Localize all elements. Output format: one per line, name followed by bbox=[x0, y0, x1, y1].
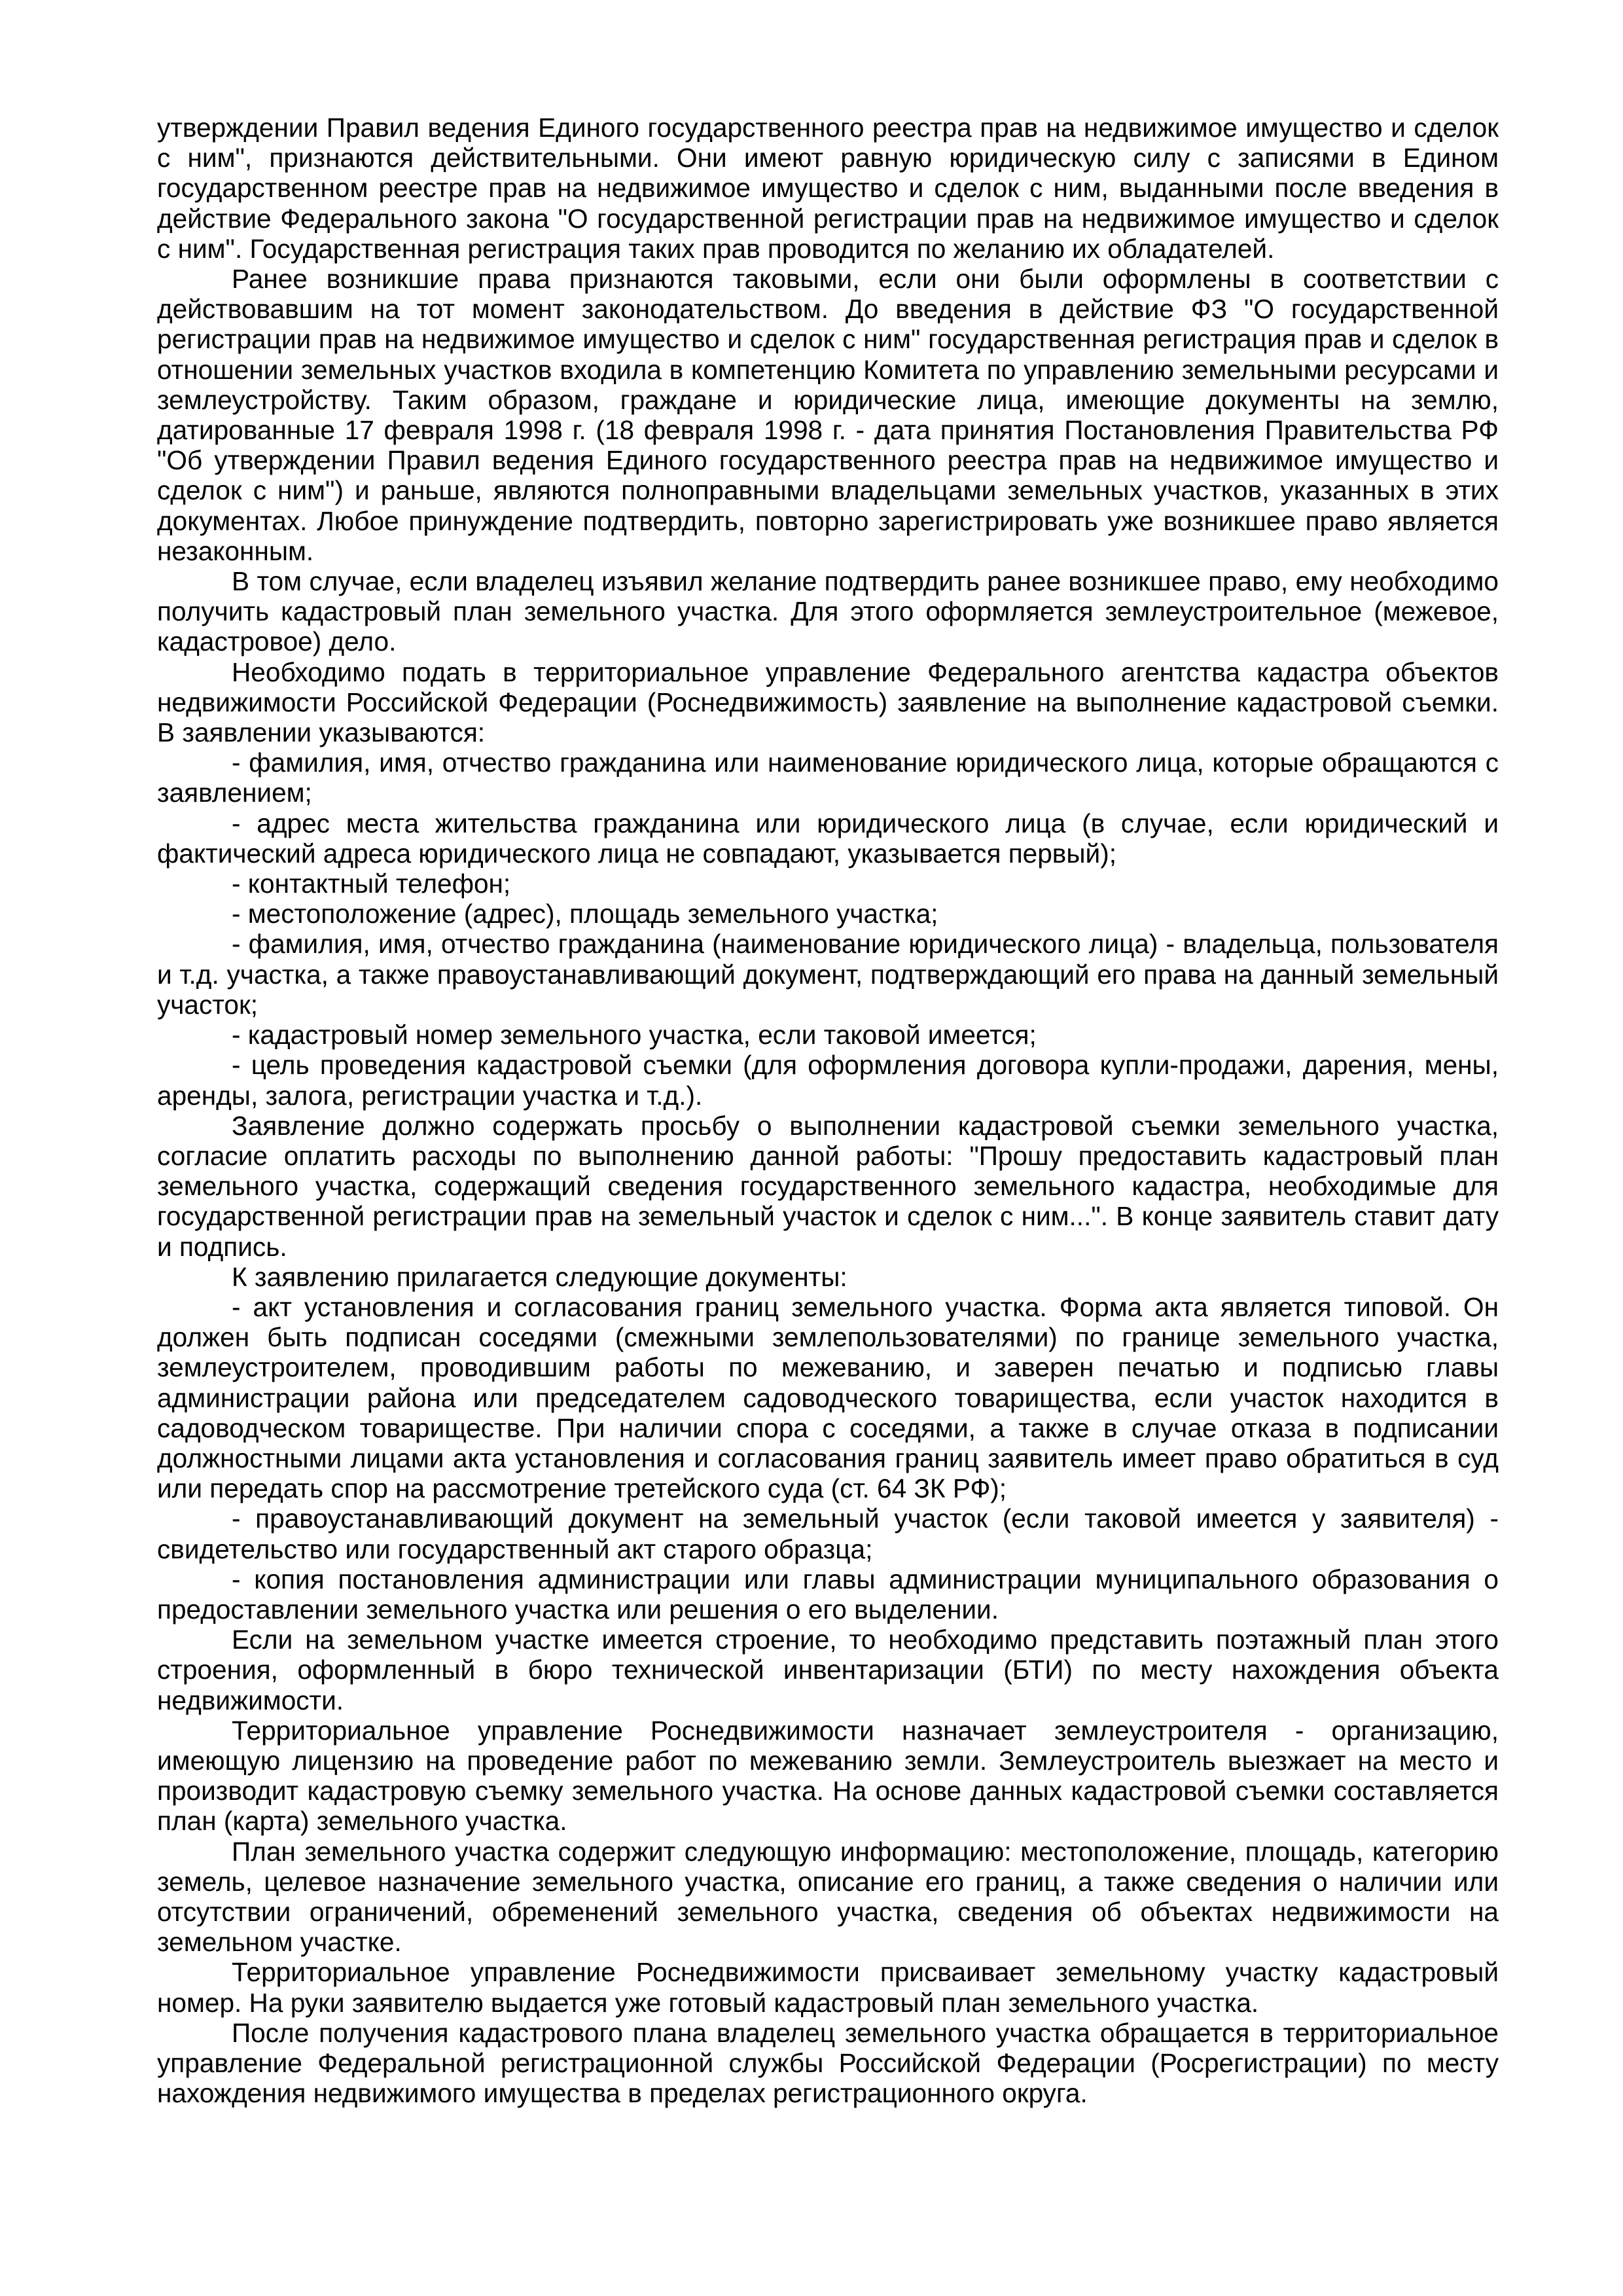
list-item-survey-purpose: - цель проведения кадастровой съемки (для оформления договора купли-продажи, дарения, мены, аренды, залога, регистрации участка и т.д.). bbox=[157, 1050, 1499, 1111]
paragraph-surveyor-assignment: Территориальное управление Роснедвижимости назначает землеустроителя - организацию, имеющую лицензию на проведение работ по межеванию земли. Землеустроитель выезжает на место и производит кадастровую съемку земельного участка. На основе данных кадастровой съемки составляется план (карта) земельного участка. bbox=[157, 1715, 1499, 1837]
list-item-boundary-act: - акт установления и согласования границ земельного участка. Форма акта является типовой. Он должен быть подписан соседями (смежными землепользователями) по границе земельного участка, землеустроителем, проводившим работы по межеванию, и заверен печатью и подписью главы администрации района или председателем садоводческого товарищества, если участок находится в садоводческом товариществе. При наличии спора с соседями, а также в случае отказа в подписании должностными лицами акта установления и согласования границ заявитель имеет право обратиться в суд или передать спор на рассмотрение третейского суда (ст. 64 ЗК РФ); bbox=[157, 1291, 1499, 1504]
list-item-cadastral-number: - кадастровый номер земельного участка, если таковой имеется; bbox=[232, 1020, 1037, 1050]
document-body bbox=[157, 113, 1499, 2108]
paragraph-after-plan: После получения кадастрового плана владелец земельного участка обращается в территориальное управление Федеральной регистрационной службы Российской Федерации (Росрегистрации) по месту нахождения недвижимого имущества в пределах регистрационного округа. bbox=[157, 2017, 1499, 2109]
list-item-applicant-address: - адрес места жительства гражданина или юридического лица (в случае, если юридический и фактический адреса юридического лица не совпадают, указывается первый); bbox=[157, 808, 1499, 869]
paragraph-cadastral-number-assignment: Территориальное управление Роснедвижимости присваивает земельному участку кадастровый номер. На руки заявителю выдается уже готовый кадастровый план земельного участка. bbox=[157, 1957, 1499, 2018]
paragraph-prior-rights: Ранее возникшие права признаются таковыми, если они были оформлены в соответствии с действовавшим на тот момент законодательством. До введения в действие ФЗ "О государственной регистрации прав на недвижимое имущество и сделок с ним" государственная регистрация прав и сделок в отношении земельных участков входила в компетенцию Комитета по управлению земельными ресурсами и землеустройству. Таким образом, граждане и юридические лица, имеющие документы на землю, датированные 17 февраля 1998 г. (18 февраля 1998 г. - дата принятия Постановления Правительства РФ "Об утверждении Правил ведения Единого государственного реестра прав на недвижимое имущество и сделок с ним") и раньше, являются полноправными владельцами земельных участков, указанных в этих документах. Любое принуждение подтвердить, повторно зарегистрировать уже возникшее право является незаконным. bbox=[157, 264, 1499, 566]
list-item-title-document: - правоустанавливающий документ на земельный участок (если таковой имеется у заявителя) - свидетельство или государственный акт старого образца; bbox=[157, 1503, 1499, 1564]
list-item-administration-decree: - копия постановления администрации или главы администрации муниципального образования о предоставлении земельного участка или решения о его выделении. bbox=[157, 1564, 1499, 1624]
paragraph-application-submission: Необходимо подать в территориальное управление Федерального агентства кадастра объектов недвижимости Российской Федерации (Роснедвижимость) заявление на выполнение кадастровой съемки. В заявлении указываются: bbox=[157, 656, 1499, 748]
list-item-location-area: - местоположение (адрес), площадь земельного участка; bbox=[232, 899, 938, 929]
list-item-phone: - контактный телефон; bbox=[232, 869, 511, 899]
list-item-applicant-name: - фамилия, имя, отчество гражданина или наименование юридического лица, которые обращаются с заявлением; bbox=[157, 747, 1499, 808]
list-item-owner-document: - фамилия, имя, отчество гражданина (наименование юридического лица) - владельца, пользователя и т.д. участка, а также правоустанавливающий документ, подтверждающий его права на данный земельный участок; bbox=[157, 929, 1499, 1020]
paragraph-attached-documents: К заявлению прилагается следующие документы: bbox=[232, 1261, 847, 1292]
paragraph-cadastral-plan-need: В том случае, если владелец изъявил желание подтвердить ранее возникшее право, ему необходимо получить кадастровый план земельного участка. Для этого оформляется землеустроительное (межевое, кадастровое) дело. bbox=[157, 566, 1499, 657]
paragraph-building-plan: Если на земельном участке имеется строение, то необходимо представить поэтажный план этого строения, оформленный в бюро технической инвентаризации (БТИ) по месту нахождения объекта недвижимости. bbox=[157, 1624, 1499, 1715]
paragraph-registration-validity: утверждении Правил ведения Единого государственного реестра прав на недвижимое имущество и сделок с ним", признаются действительными. Они имеют равную юридическую силу с записями в Едином государственном реестре прав на недвижимое имущество и сделок с ним, выданными после введения в действие Федерального закона "О государственной регистрации прав на недвижимое имущество и сделок с ним". Государственная регистрация таких прав проводится по желанию их обладателей. bbox=[157, 113, 1499, 264]
paragraph-application-request: Заявление должно содержать просьбу о выполнении кадастровой съемки земельного участка, согласие оплатить расходы по выполнению данной работы: "Прошу предоставить кадастровый план земельного участка, содержащий сведения государственного земельного кадастра, необходимые для государственной регистрации прав на земельный участок и сделок с ним...". В конце заявитель ставит дату и подпись. bbox=[157, 1110, 1499, 1262]
paragraph-plan-contents: План земельного участка содержит следующую информацию: местоположение, площадь, категорию земель, целевое назначение земельного участка, описание его границ, а также сведения о наличии или отсутствии ограничений, обременений земельного участка, сведения об объектах недвижимости на земельном участке. bbox=[157, 1836, 1499, 1958]
